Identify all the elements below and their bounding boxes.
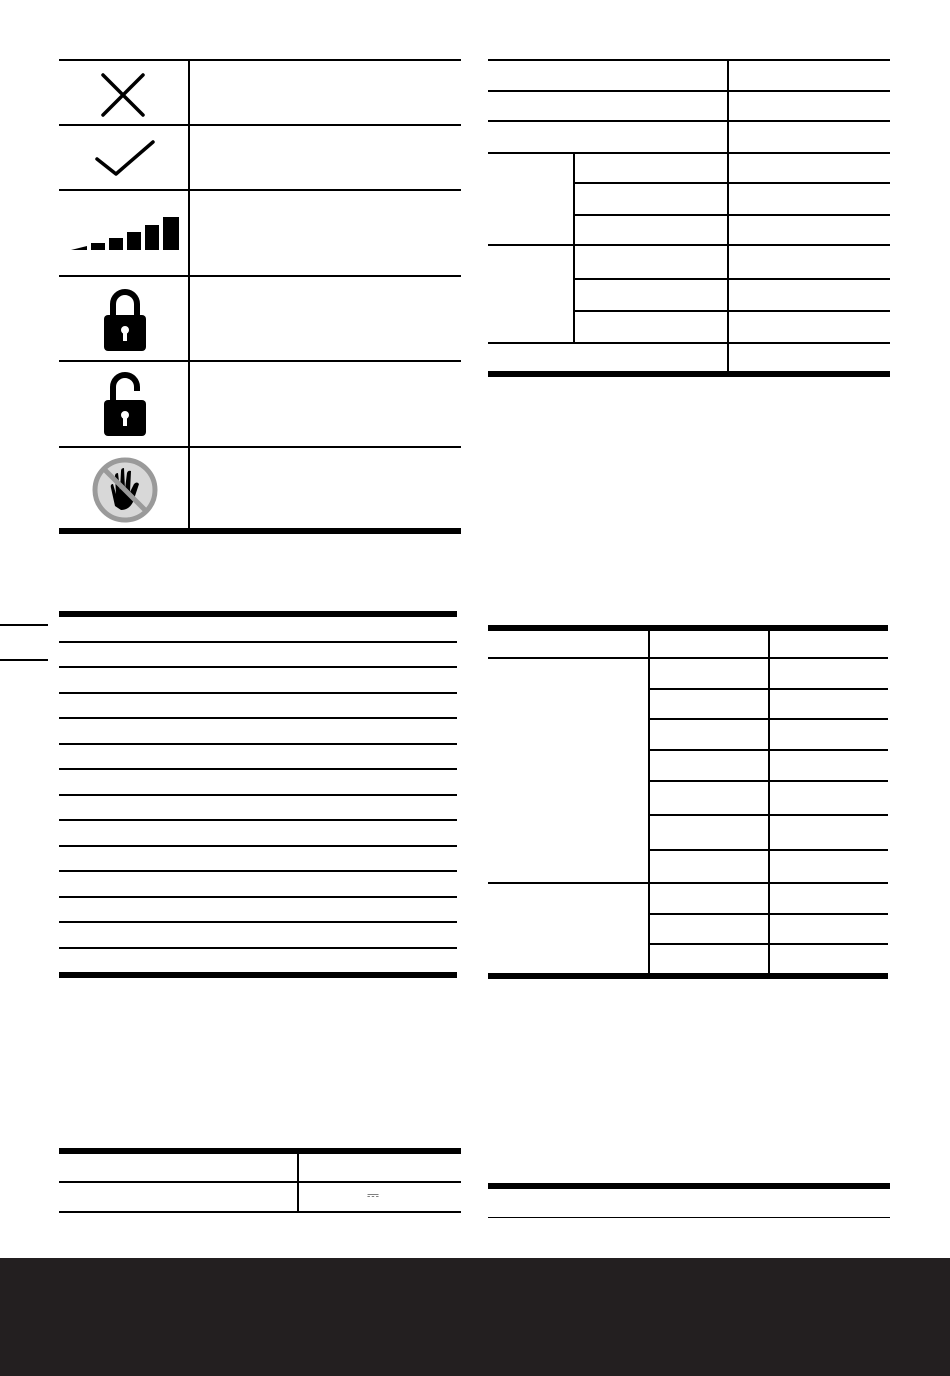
symbols-table-row-rule (59, 189, 461, 191)
symbols-table-row-rule (59, 275, 461, 277)
voltage-table-top-rule (59, 1148, 461, 1154)
grouped-table-row-rule (488, 120, 890, 122)
spec-table-row-rule (59, 870, 457, 872)
grouped-table-row-rule (575, 310, 890, 312)
cross-icon (95, 72, 151, 118)
symbols-table-row-rule (59, 446, 461, 448)
spec-table-row-rule (59, 921, 457, 923)
spec-table-top-rule (59, 611, 457, 617)
grouped-table-row-rule (575, 182, 890, 184)
section-marker-rule (0, 624, 48, 626)
three-column-table-row-rule (488, 882, 888, 884)
no-touch-icon (90, 456, 160, 524)
check-icon (93, 138, 157, 178)
grouped-table-top-rule (488, 59, 890, 61)
three-column-table-bottom-rule (488, 973, 888, 979)
spec-table-row-rule (59, 692, 457, 694)
grouped-table-row-rule (575, 278, 890, 280)
voltage-table-bottom-rule (59, 1211, 461, 1213)
grouped-table-row-rule (488, 152, 890, 154)
three-column-table-top-rule (488, 625, 888, 631)
spec-table-row-rule (59, 641, 457, 643)
three-column-table-row-rule (650, 749, 888, 751)
spec-table-row-rule (59, 896, 457, 898)
single-row-table-bottom-rule (488, 1217, 890, 1218)
grouped-table-bottom-rule (488, 371, 890, 377)
spec-table-row-rule (59, 845, 457, 847)
three-column-table-row-rule (650, 780, 888, 782)
lock-open-icon (100, 370, 150, 438)
three-column-table-row-rule (650, 849, 888, 851)
section-marker-rule (0, 659, 48, 661)
signal-strength-icon (68, 214, 182, 252)
symbols-table-top-rule (59, 59, 461, 61)
three-column-table-row-rule (650, 814, 888, 816)
spec-table-bottom-rule (59, 972, 457, 978)
grouped-table-row-rule (575, 214, 890, 216)
single-row-table-top-rule (488, 1183, 890, 1189)
grouped-table-row-rule (488, 90, 890, 92)
three-column-table-row-rule (488, 657, 888, 659)
symbols-table-divider (188, 59, 190, 529)
grouped-table-row-rule (488, 244, 890, 246)
symbols-table-row-rule (59, 124, 461, 126)
dc-current-symbol: ⎓ (367, 1186, 379, 1204)
grouped-table-group-divider (573, 152, 575, 343)
spec-table-row-rule (59, 794, 457, 796)
three-column-table-row-rule (650, 913, 888, 915)
spec-table-row-rule (59, 947, 457, 949)
voltage-table-divider (297, 1148, 299, 1212)
three-column-table-divider (648, 625, 650, 975)
three-column-table-row-rule (650, 688, 888, 690)
spec-table-row-rule (59, 819, 457, 821)
grouped-table-row-rule (488, 342, 890, 344)
symbols-table-row-rule (59, 360, 461, 362)
spec-table-row-rule (59, 666, 457, 668)
spec-table-row-rule (59, 717, 457, 719)
lock-closed-icon (100, 285, 150, 353)
three-column-table-row-rule (650, 943, 888, 945)
spec-table-row-rule (59, 768, 457, 770)
three-column-table-row-rule (650, 718, 888, 720)
footer-band (0, 1258, 950, 1376)
spec-table-row-rule (59, 743, 457, 745)
symbols-table-bottom-rule (59, 528, 461, 534)
voltage-table-row-rule (59, 1181, 461, 1183)
three-column-table-divider (768, 625, 770, 975)
